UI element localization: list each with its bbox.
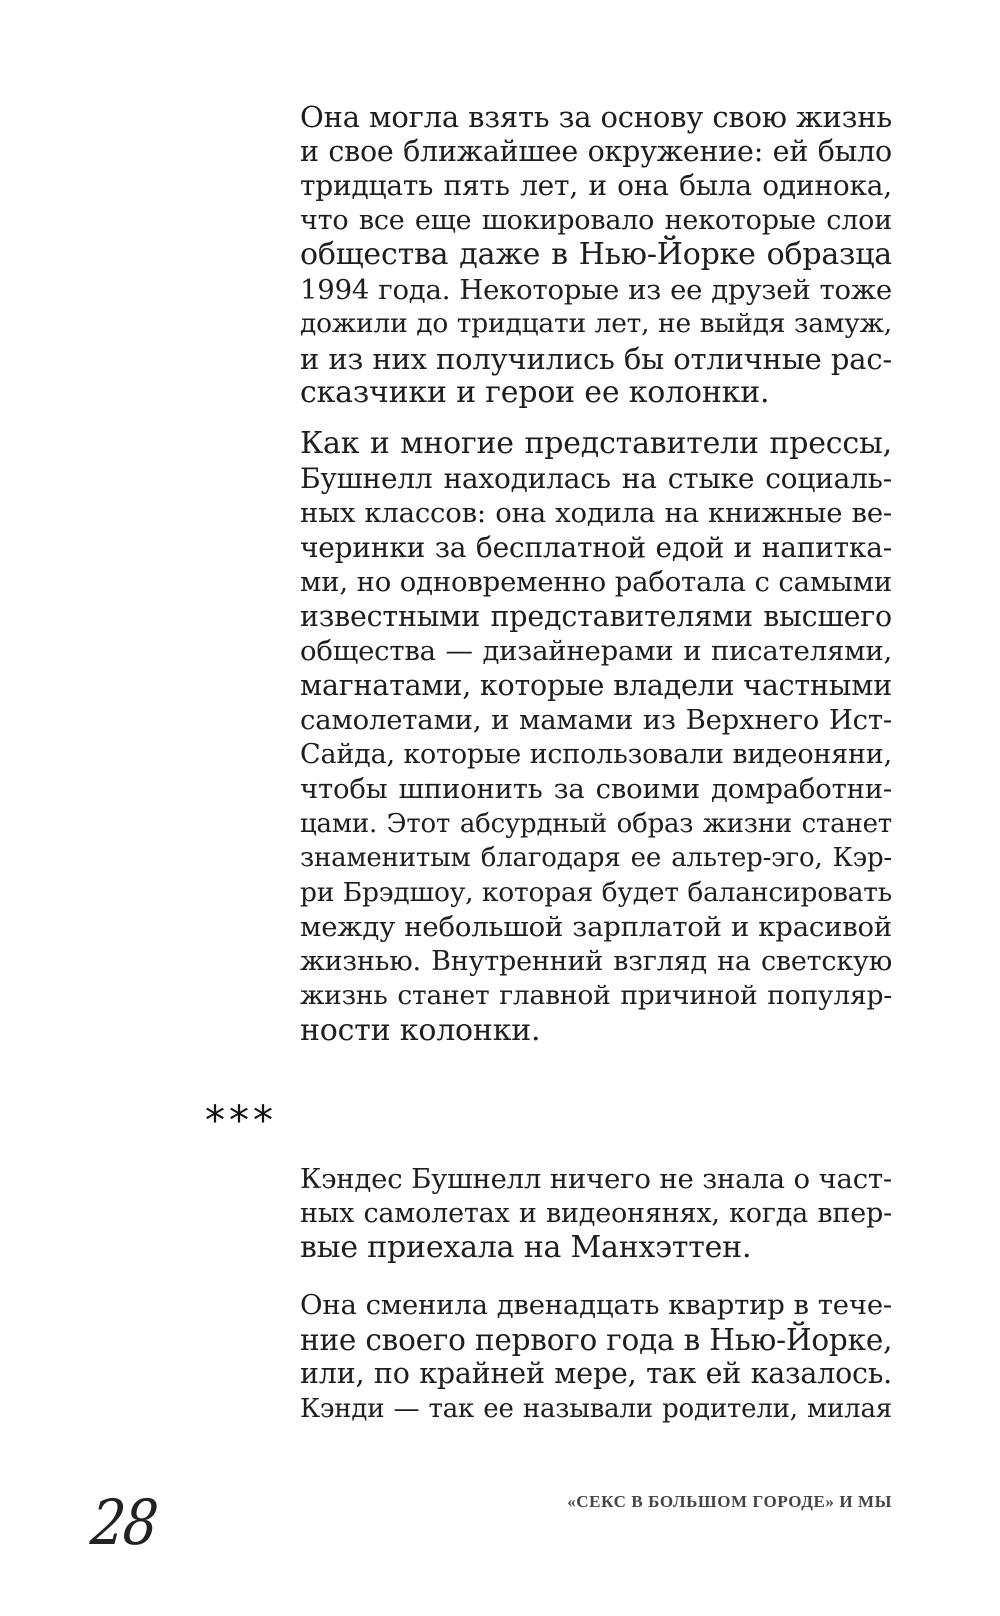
text-line: Бушнелл находилась на стыке социаль- — [300, 461, 892, 495]
paragraph-2 — [300, 427, 892, 1048]
section-separator: *** — [205, 1098, 277, 1144]
text-line: общества — дизайнерами и писателями, — [300, 635, 892, 667]
text-line: что все еще шокировало некоторые слои — [300, 204, 892, 236]
paragraph-3 — [300, 1162, 892, 1266]
text-line: дожили до тридцати лет, не выйдя замуж, — [300, 308, 892, 339]
page-number: 28 — [87, 1486, 160, 1559]
text-line: 1994 года. Некоторые из ее друзей тоже — [300, 273, 892, 306]
text-line: ных самолетах и видеонянях, когда впер- — [300, 1197, 892, 1229]
text-line: чтобы шпионить за своими домработни- — [300, 773, 892, 805]
text-line: жизнь станет главной причиной популяр- — [300, 980, 892, 1011]
text-line: ных классов: она ходила на книжные ве- — [300, 497, 892, 529]
text-line: вые приехала на Манхэттен. — [300, 1230, 752, 1265]
text-line: Она сменила двенадцать квартир в тече- — [300, 1289, 892, 1321]
text-line: магнатами, которые владели частными — [300, 668, 892, 702]
text-line: и свое ближайшее окружение: ей было — [300, 134, 892, 168]
text-line: цами. Этот абсурдный образ жизни станет — [300, 808, 892, 839]
text-line: Она могла взять за основу свою жизнь — [300, 100, 892, 134]
running-head: «СЕКС В БОЛЬШОМ ГОРОДЕ» И МЫ — [567, 1492, 892, 1511]
text-line: и из них получились бы отличные рас- — [300, 341, 892, 376]
text-line: Кэнди — так ее называли родители, милая — [300, 1393, 892, 1424]
text-line: между небольшой зарплатой и красивой — [300, 911, 892, 943]
text-line: самолетами, и мамами из Верхнего Ист- — [300, 704, 892, 736]
text-line: ности колонки. — [300, 1012, 541, 1048]
text-line: Сайда, которые использовали видеоняни, — [300, 738, 892, 770]
paragraph-1 — [300, 100, 892, 411]
text-line: Кэндес Бушнелл ничего не знала о част- — [300, 1163, 892, 1195]
text-line: тридцать пять лет, и она была одинока, — [300, 169, 892, 202]
text-line: ри Брэдшоу, которая будет балансировать — [300, 876, 892, 908]
text-line: Как и многие представители прессы, — [300, 426, 892, 461]
text-line: сказчики и герои ее колонки. — [300, 375, 770, 410]
text-line: или, по крайней мере, так ей казалось. — [300, 1357, 892, 1390]
text-line: жизнью. Внутренний взгляд на светскую — [300, 945, 892, 977]
text-line: ние своего первого года в Нью-Йорке, — [300, 1322, 893, 1357]
text-line: знаменитым благодаря ее альтер-эго, Кэр- — [300, 843, 892, 873]
text-line: известными представителями высшего — [300, 599, 892, 633]
text-line: общества даже в Нью-Йорке образца — [300, 237, 892, 272]
paragraph-4 — [300, 1288, 892, 1426]
text-line: ми, но одновременно работала с самыми — [300, 566, 892, 598]
text-line: черинки за бесплатной едой и напитка- — [300, 530, 892, 564]
